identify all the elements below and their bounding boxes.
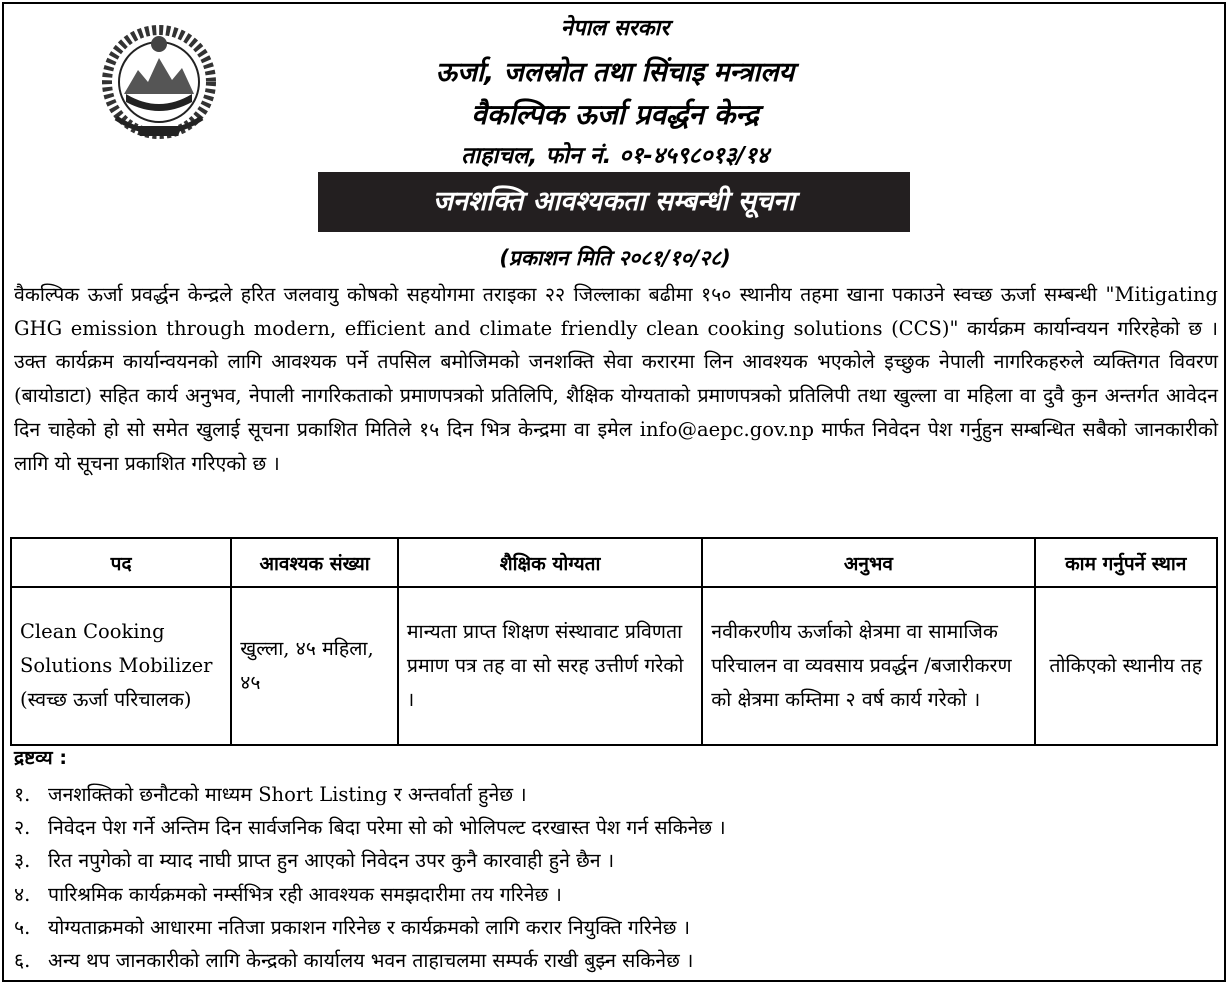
cell-location: तोकिएको स्थानीय तह <box>1035 587 1217 745</box>
note-number: ६. <box>14 948 31 972</box>
table-row <box>11 587 1217 745</box>
list-item <box>14 944 1214 977</box>
cell-post: Clean Cooking Solutions Mobilizer (स्वच्छ ऊर्जा परिचालक) <box>11 587 231 745</box>
note-number: ४. <box>14 882 31 906</box>
cell-count: खुल्ला, ४५ महिला, ४५ <box>231 587 398 745</box>
note-text: योग्यताक्रमको आधारमा नतिजा प्रकाशन गरिनेछ र कार्यक्रमको लागि करार नियुक्ति गरिनेछ । <box>48 915 690 939</box>
notes-title: द्रष्टव्य : <box>14 747 67 769</box>
notice-title-banner: जनशक्ति आवश्यकता सम्बन्धी सूचना <box>318 172 910 232</box>
government-name: नेपाल सरकार <box>560 16 670 41</box>
cell-experience: नवीकरणीय ऊर्जाको क्षेत्रमा वा सामाजिक परिचालन वा व्यवसाय प्रवर्द्धन /बजारीकरण को क्षेत्रमा कम्तिमा २ वर्ष कार्य गरेको । <box>702 587 1034 745</box>
header-count: आवश्यक संख्या <box>231 538 398 587</box>
header-location: काम गर्नुपर्ने स्थान <box>1035 538 1217 587</box>
list-item <box>14 878 1214 911</box>
note-text: निवेदन पेश गर्ने अन्तिम दिन सार्वजनिक बिदा परेमा सो को भोलिपल्ट दरखास्त पेश गर्न सकिनेछ । <box>48 816 726 840</box>
center-name: वैकल्पिक ऊर्जा प्रवर्द्धन केन्द्र <box>471 98 759 131</box>
notice-body: वैकल्पिक ऊर्जा प्रवर्द्धन केन्द्रले हरित जलवायु कोषको सहयोगमा तराइका २२ जिल्लाका बढीमा १५० स्थानीय तहमा खाना पकाउने स्वच्छ ऊर्जा सम्बन्धी "Mitigating GHG emission through modern, efficient and climate friendly clean cooking solutions (CCS)" कार्यक्रम कार्यान्वयन गरिरहेको छ । उक्त कार्यक्रम कार्यान्वयनको लागि आवश्यक पर्ने तपसिल बमोजिमको जनशक्ति सेवा करारमा लिन आवश्यक भएकोले इच्छुक नेपाली नागरिकहरुले व्यक्तिगत विवरण (बायोडाटा) सहित कार्य अनुभव, नेपाली नागरिकताको प्रमाणपत्रको प्रतिलिपि, शैक्षिक योग्यताको प्रमाणपत्रको प्रतिलिपी तथा खुल्ला वा महिला वा दुवै कुन अन्तर्गत आवेदन दिन चाहेको हो सो समेत खुलाई सूचना प्रकाशित मितिले १५ दिन भित्र केन्द्रमा वा इमेल info@aepc.gov.np मार्फत निवेदन पेश गर्नुहुन सम्बन्धित सबैको जानकारीको लागि यो सूचना प्रकाशित गरिएको छ । <box>14 283 1218 475</box>
note-number: १. <box>14 783 31 806</box>
publish-date: (प्रकाशन मिति २०८१/१०/२८) <box>499 246 731 270</box>
header-experience: अनुभव <box>702 538 1034 587</box>
note-number: २. <box>14 816 31 840</box>
list-item <box>14 844 1214 877</box>
ministry-name: ऊर्जा, जलस्रोत तथा सिंचाइ मन्त्रालय <box>435 57 795 88</box>
note-number: ५. <box>14 915 31 939</box>
cell-qualification: मान्यता प्राप्त शिक्षण संस्थावाट प्रविणता प्रमाण पत्र तह वा सो सरह उत्तीर्ण गरेको । <box>398 587 702 745</box>
list-item <box>14 778 1214 811</box>
header-qualification: शैक्षिक योग्यता <box>398 538 702 587</box>
vacancy-table <box>10 537 1218 746</box>
note-text: जनशक्तिको छनौटको माध्यम Short Listing र अन्तर्वार्ता हुनेछ । <box>48 783 527 806</box>
note-text: अन्य थप जानकारीको लागि केन्द्रको कार्यालय भवन ताहाचलमा सम्पर्क राखी बुझ्न सकिनेछ । <box>48 948 694 972</box>
note-text: पारिश्रमिक कार्यक्रमको नर्म्सभित्र रही आवश्यक समझदारीमा तय गरिनेछ । <box>48 882 562 906</box>
note-number: ३. <box>14 849 31 873</box>
list-item <box>14 911 1214 944</box>
address-phone: ताहाचल, फोन नं. ०१-४५९८०१३/१४ <box>461 143 769 169</box>
note-text: रित नपुगेको वा म्याद नाघी प्राप्त हुन आएको निवेदन उपर कुनै कारवाही हुने छैन । <box>48 849 615 873</box>
table-header-row <box>11 538 1217 587</box>
notes-list <box>14 778 1214 977</box>
header-post: पद <box>11 538 231 587</box>
list-item <box>14 811 1214 844</box>
